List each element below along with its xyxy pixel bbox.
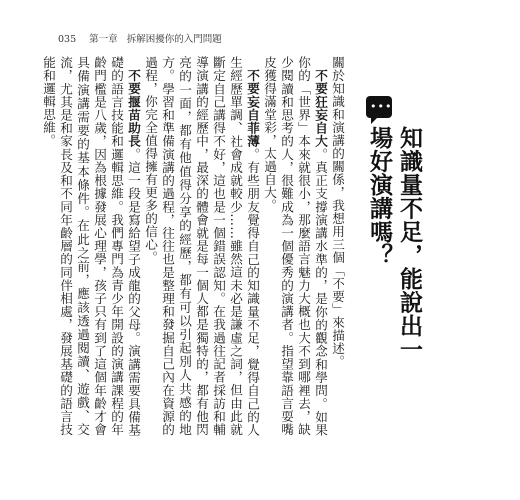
point-heading: 不要揠苗助長 [126, 68, 141, 148]
section-title [364, 126, 424, 426]
title-line-1: 知識量不足，能說出一 [396, 126, 422, 361]
page-number: 035 [58, 34, 77, 45]
point-heading: 不要妄自菲薄 [245, 68, 260, 148]
point-heading: 不要狂妄自大 [313, 68, 328, 148]
body-text [41, 56, 346, 437]
speech-bubble-icon: ••• [366, 96, 392, 118]
paragraph-self-belittle: 不要妄自菲薄。有些朋友覺得自己的知識量不足，覺得自己的人生經歷單調、社會成就較少……雖然這未必是謙虛之詞，但由此就斷定自己講得不好，這也是一個錯誤認知。在我過往記者採訪和輔導演講的經歷中，最深的體會就是每一個人都是獨特的，都有他閃亮的一面，都有他值得分享的經歷，都有可以引起別人共感的地方。學習和準備演講的過程，往往也是整理和發掘自己內在資源的過程，你完全值得擁有更多的信心。 [143, 56, 260, 437]
running-header [58, 31, 222, 45]
chapter-label: 第一章 [89, 34, 118, 45]
paragraph-rushing: 不要揠苗助長。這一段是寫給望子成龍的父母。演講需要具備基礎的語言技能和邏輯思維。我們專門為青少年開設的演講課程的年齡門檻是八歲，因為根據發展心理學，孩子只有到了這個年齡才會具備演講需要的基本條件。在此之前，應該透過閱讀、遊戲、交流，尤其是和家長及和不同年齡層的同伴相處，發展基礎的語言技能和邏輯思維。 [41, 56, 141, 437]
paragraph-arrogance: 不要狂妄自大。真正支撐演講水準的，是你的觀念和學問。如果你的「世界」本來就很小，那麼語言魅力大概也大不到哪裡去，缺少閱讀和思考的人，很難成為一個優秀的演講者。指望靠語言耍嘴皮獲得滿堂彩，太過自大。 [262, 56, 328, 437]
paragraph-intro: 關於知識和演講的關係，我想用三個「不要」來描述。 [330, 56, 345, 368]
chapter-title: 拆解困擾你的入門問題 [126, 34, 222, 45]
title-line-2: 場好演講嗎？ [366, 126, 392, 267]
